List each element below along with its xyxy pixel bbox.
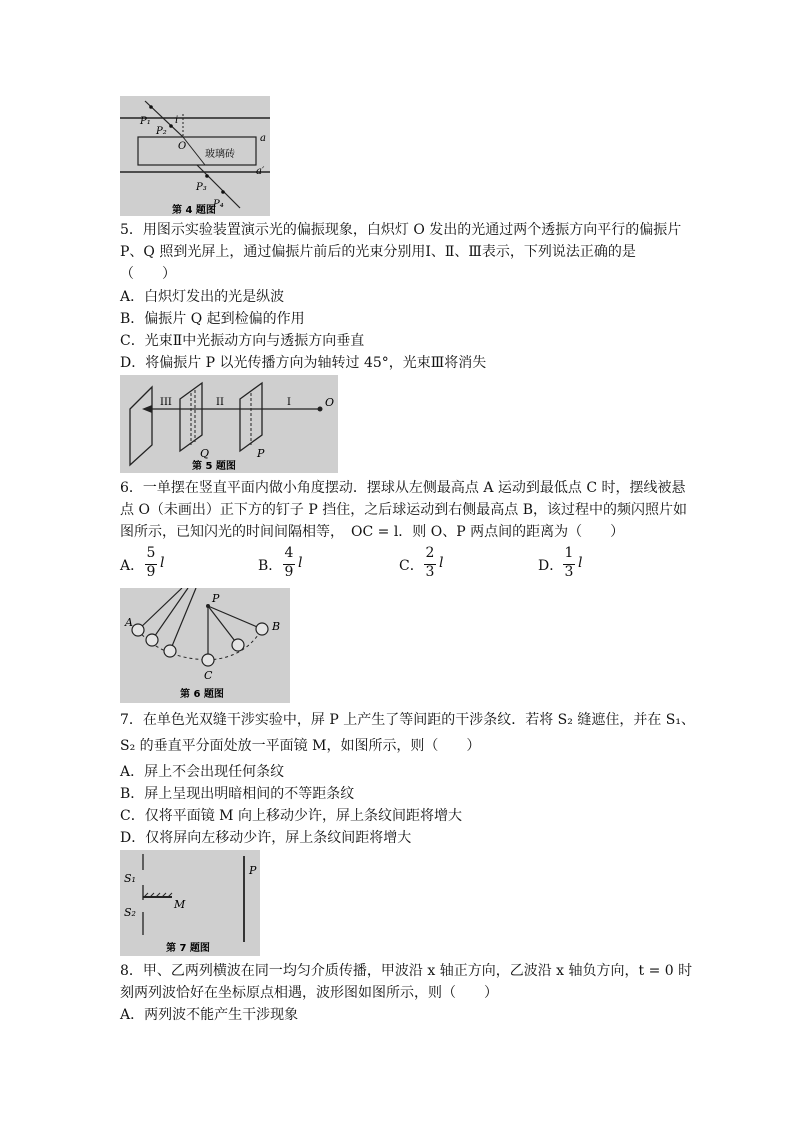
figure-6-diagram	[120, 588, 290, 703]
label-p4: P₄	[213, 199, 224, 210]
q5-option-d: D．将偏振片 P 以光传播方向为轴转过 45°，光束Ⅲ将消失	[120, 355, 487, 371]
label-o: O	[325, 396, 335, 409]
q6-line-2: 点 O（未画出）正下方的钉子 P 挡住，之后球运动到右侧最高点 B，该过程中的频闪照片如	[120, 502, 687, 518]
q5-option-a: A．白炽灯发出的光是纵波	[120, 289, 285, 305]
label-a-prime: a′	[256, 166, 265, 177]
label-c: C	[204, 669, 213, 682]
figure-6-caption: 第 6 题图	[180, 689, 224, 700]
label-p: P	[212, 592, 220, 605]
q8-option-a: A．两列波不能产生干涉现象	[120, 1007, 299, 1023]
label-glass: 玻璃砖	[205, 149, 235, 160]
q7-option-b: B．屏上呈现出明暗相间的不等距条纹	[120, 786, 355, 802]
label-beam-ii: II	[216, 397, 224, 408]
label-beam-iii: III	[160, 397, 172, 408]
q7-option-c: C．仅将平面镜 M 向上移动少许，屏上条纹间距将增大	[120, 808, 462, 824]
q7-line-2: S₂ 的垂直平分面处放一平面镜 M，如图所示，则（ ）	[120, 738, 481, 754]
q6-line-1: 6．一单摆在竖直平面内做小角度摆动．摆球从左侧最高点 A 运动到最低点 C 时，摆线被悬	[120, 480, 686, 496]
label-p2: P₂	[156, 126, 167, 137]
q6-option-a: A． 5 9 l	[120, 545, 165, 580]
label-beam-i: I	[287, 397, 291, 408]
label-p3: P₃	[196, 182, 207, 193]
q5-option-c: C．光束Ⅱ中光振动方向与透振方向垂直	[120, 333, 365, 349]
q5-line-1: 5．用图示实验装置演示光的偏振现象，白炽灯 O 发出的光通过两个透振方向平行的偏振片	[120, 222, 682, 238]
label-m: M	[174, 898, 186, 911]
label-a: a	[260, 133, 266, 144]
q6-option-d: D． 1 3 l	[538, 545, 583, 580]
q8-line-2: 刻两列波恰好在坐标原点相遇，波形图如图所示，则（ ）	[120, 985, 498, 1001]
q5-line-3: （ ）	[120, 266, 176, 282]
q7-line-1: 7．在单色光双缝干涉实验中，屏 P 上产生了等间距的干涉条纹．若将 S₂ 缝遮住，并在 S₁、	[120, 712, 695, 728]
figure-4-caption: 第 4 题图	[172, 205, 216, 216]
label-a: A	[125, 616, 133, 629]
label-s2: S₂	[124, 906, 136, 919]
figure-7-caption: 第 7 题图	[166, 943, 210, 954]
label-p: P	[249, 864, 257, 877]
figure-7	[120, 850, 260, 956]
q6-line-3: 图所示，已知闪光的时间间隔相等， OC = l．则 O、P 两点间的距离为（ ）	[120, 524, 625, 540]
q7-option-a: A．屏上不会出现任何条纹	[120, 764, 285, 780]
q8-line-1: 8．甲、乙两列横波在同一均匀介质传播，甲波沿 x 轴正方向，乙波沿 x 轴负方向，t = 0 时	[120, 963, 693, 979]
q6-option-b: B． 4 9 l	[258, 545, 303, 580]
figure-6	[120, 588, 290, 703]
label-angle-i: i	[175, 115, 179, 126]
label-b: B	[272, 620, 281, 633]
q5-line-2: P、Q 照到光屏上，通过偏振片前后的光束分别用Ⅰ、Ⅱ、Ⅲ表示，下列说法正确的是	[120, 244, 636, 260]
figure-5-caption: 第 5 题图	[192, 461, 236, 472]
q5-option-b: B．偏振片 Q 起到检偏的作用	[120, 311, 305, 327]
figure-4	[120, 96, 270, 216]
label-o: O	[178, 141, 187, 152]
figure-7-diagram	[120, 850, 260, 956]
figure-5	[120, 375, 338, 473]
q6-option-c: C． 2 3 l	[399, 545, 444, 580]
figure-4-diagram	[120, 96, 270, 216]
q7-option-d: D．仅将屏向左移动少许，屏上条纹间距将增大	[120, 830, 412, 846]
figure-5-diagram	[120, 375, 338, 473]
label-p1: P₁	[140, 116, 151, 127]
label-s1: S₁	[124, 872, 136, 885]
label-p: P	[257, 447, 265, 460]
label-q: Q	[200, 447, 210, 460]
